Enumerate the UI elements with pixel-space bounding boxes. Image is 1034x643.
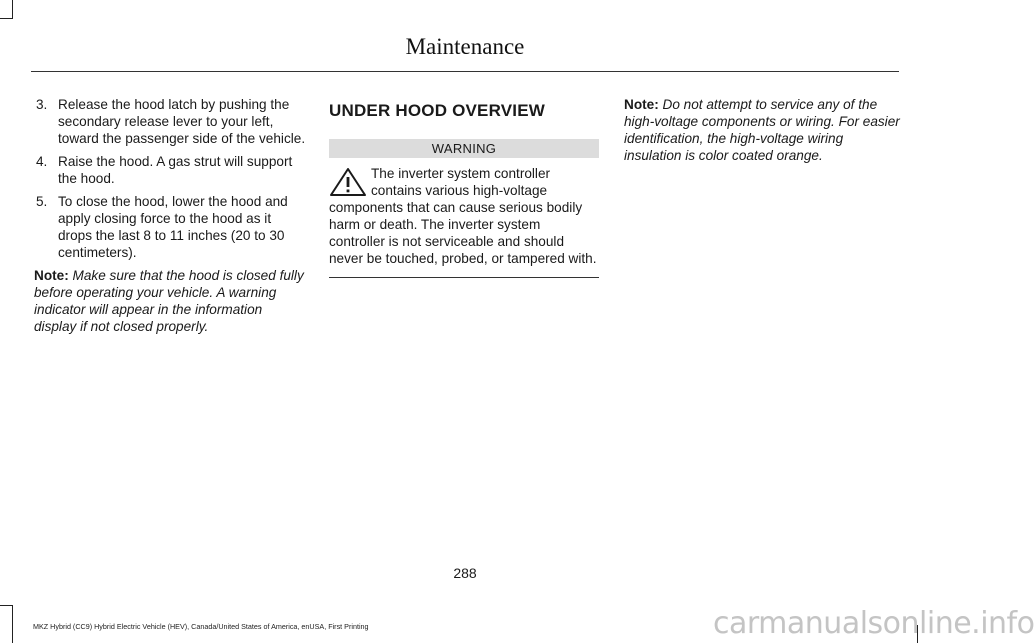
note-label: Note: [624,97,659,112]
hood-note [34,267,306,335]
column-middle [329,96,599,278]
warning-text: The inverter system controller contains various high-voltage components that can cause serious bodily harm or death. The inverter system controller is not serviceable and should never be touched, probed, or tampered with. [329,166,597,266]
crop-mark-bottom-left-horizontal [0,605,13,606]
document-info: MKZ Hybrid (CC9) Hybrid Electric Vehicle (HEV), Canada/United States of America, enUSA, First Printing [33,622,369,631]
watermark: carmanualsonline.info [713,606,1034,641]
page-number: 288 [453,565,477,581]
crop-mark-bottom-left-vertical [12,605,13,643]
column-right [624,96,900,164]
high-voltage-note [624,96,900,164]
list-item [34,193,306,261]
header-divider [31,71,899,72]
crop-mark-top-left-vertical [12,0,13,18]
step-text: To close the hood, lower the hood and apply closing force to the hood as it drops the last 8 to 11 inches (20 to 30 centimeters). [58,194,288,260]
list-item [34,153,306,187]
column-left [34,96,306,335]
page-title: Maintenance [405,34,525,59]
warning-body [329,165,599,267]
warning-divider [329,277,599,278]
step-number: 5. [36,194,48,209]
note-label: Note: [34,268,69,283]
section-heading: UNDER HOOD OVERVIEW [329,101,546,120]
note-text: Make sure that the hood is closed fully before operating your vehicle. A warning indicator will appear in the information display if not closed properly. [34,268,304,334]
step-number: 3. [36,97,48,112]
step-text: Raise the hood. A gas strut will support the hood. [58,154,293,186]
step-list [34,96,306,261]
note-text: Do not attempt to service any of the high-voltage components or wiring. For easier identification, the high-voltage wiring insulation is color coated orange. [624,97,900,163]
warning-triangle-icon [329,167,367,197]
warning-label: WARNING [329,139,599,158]
crop-mark-top-left-horizontal [0,18,13,19]
step-text: Release the hood latch by pushing the secondary release lever to your left, toward the passenger side of the vehicle. [58,97,306,146]
warning-box [329,139,599,278]
step-number: 4. [36,154,48,169]
list-item [34,96,306,147]
